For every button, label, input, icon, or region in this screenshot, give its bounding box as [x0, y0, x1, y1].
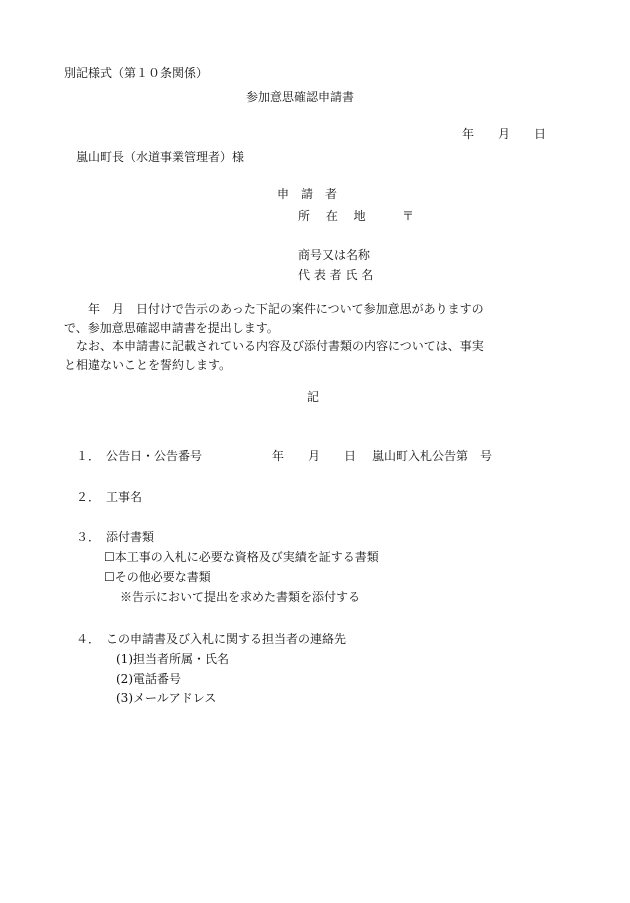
body-line-2: で、参加意思確認申請書を提出します。 [64, 321, 279, 335]
item-1-notice-number: 嵐山町入札公告第 号 [372, 449, 493, 463]
postal-mark: 〒 [402, 209, 415, 223]
item-1-number: １． [76, 449, 101, 463]
company-name-label: 商号又は名称 [298, 248, 371, 262]
document-title: 参加意思確認申請書 [246, 90, 355, 104]
item-4-number: ４． [76, 632, 101, 646]
form-label: 別記様式（第１０条関係） [64, 66, 209, 80]
item-2-number: ２． [76, 490, 101, 504]
item-1-date: 年 月 日 [272, 449, 357, 463]
body-line-1: 年 月 日付けで告示のあった下記の案件について参加意思がありますの [88, 302, 484, 316]
contact-sub-1: (1)担当者所属・氏名 [116, 652, 229, 666]
attachment-checkbox-1: ☐本工事の入札に必要な資格及び実績を証する書類 [104, 550, 379, 564]
contact-sub-2: (2)電話番号 [116, 672, 181, 686]
item-2-label: 工事名 [106, 490, 143, 504]
ki-heading: 記 [307, 390, 320, 404]
body-line-3: なお、本申請書に記載されている内容及び添付書類の内容については、事実 [76, 339, 484, 353]
addressee: 嵐山町長（水道事業管理者）様 [76, 150, 245, 164]
representative-label: 代 表 者 氏 名 [298, 268, 374, 282]
address-label: 所 在 地 [298, 209, 366, 223]
item-3-number: ３． [76, 530, 101, 544]
applicant-heading: 申 請 者 [277, 187, 338, 201]
body-line-4: と相違ないことを誓約します。 [64, 358, 232, 372]
contact-sub-3: (3)メールアドレス [116, 691, 217, 705]
item-1-label: 公告日・公告番号 [106, 449, 203, 463]
attachment-note: ※告示において提出を求めた書類を添付する [120, 590, 361, 604]
item-3-label: 添付書類 [106, 530, 155, 544]
item-4-label: この申請書及び入札に関する担当者の連絡先 [106, 632, 347, 646]
date-line: 年 月 日 [462, 127, 547, 141]
attachment-checkbox-2: ☐その他必要な書類 [104, 570, 211, 584]
